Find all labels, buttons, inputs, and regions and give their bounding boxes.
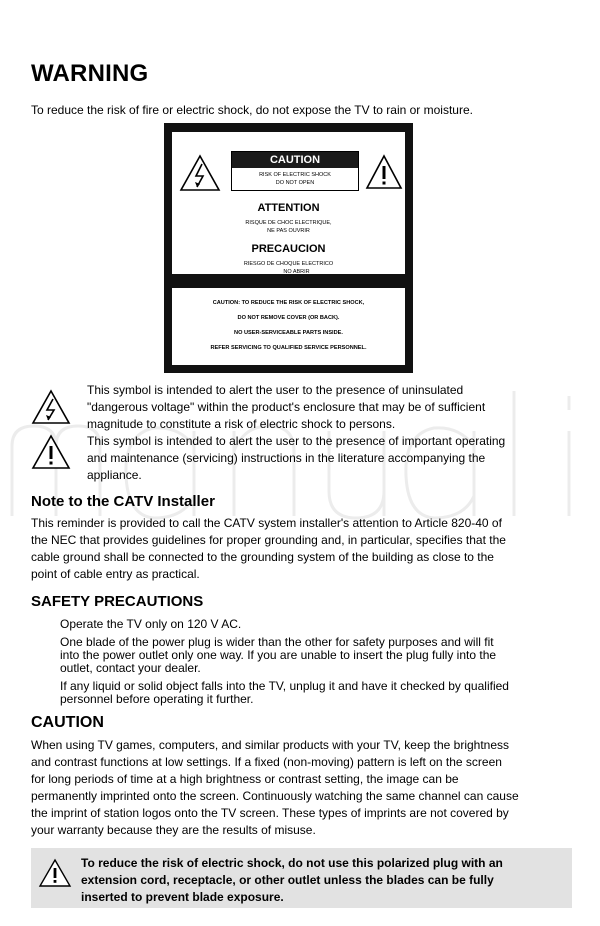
notice-line2: extension cord, receptacle, or other outlet unless the blades can be fully bbox=[81, 873, 494, 887]
caution-line2: and contrast functions at low settings. If a fixed (non-moving) pattern is left on the screen bbox=[31, 755, 502, 769]
attention-symbol-line3: appliance. bbox=[87, 468, 142, 482]
caution-plate-line2: DO NOT OPEN bbox=[275, 180, 315, 186]
electric-shock-warning-icon bbox=[31, 389, 71, 425]
safety-item-2-line3: outlet, contact your dealer. bbox=[60, 661, 201, 675]
caution-plate-title: CAUTION bbox=[232, 152, 358, 168]
notice-line3: inserted to prevent blade exposure. bbox=[81, 890, 284, 904]
precaucion-line2: NO ABRIR bbox=[283, 269, 310, 275]
safety-item-2-line2: into the power outlet only one way. If you are unable to insert the plug fully into the bbox=[60, 648, 497, 662]
caution-heading: CAUTION bbox=[31, 714, 104, 731]
label-bottom-line2: DO NOT REMOVE COVER (OR BACK). bbox=[237, 315, 340, 321]
safety-item-3-line2: personnel before operating it further. bbox=[60, 692, 254, 706]
catv-line4: point of cable entry as practical. bbox=[31, 567, 200, 581]
voltage-symbol-line1: This symbol is intended to alert the user to the presence of uninsulated bbox=[87, 383, 464, 397]
label-bottom-panel bbox=[172, 288, 405, 365]
catv-line1: This reminder is provided to call the CATV system installer's attention to Article 820-40 of bbox=[31, 516, 502, 530]
attention-line2: NE PAS OUVRIR bbox=[267, 228, 310, 234]
precaucion-line1: RIESGO DE CHOQUE ELECTRICO bbox=[243, 261, 334, 267]
safety-item-2-line1: One blade of the power plug is wider than the other for safety purposes and will fit bbox=[60, 635, 494, 649]
page-title: WARNING bbox=[31, 60, 149, 87]
attention-line1: RISQUE DE CHOC ELECTRIQUE, bbox=[245, 220, 332, 226]
intro-text: To reduce the risk of fire or electric shock, do not expose the TV to rain or moisture. bbox=[31, 103, 473, 117]
label-bottom-line3: NO USER-SERVICEABLE PARTS INSIDE. bbox=[234, 330, 343, 336]
exclamation-warning-icon bbox=[38, 858, 72, 888]
attention-symbol-line2: and maintenance (servicing) instructions in the literature accompanying the bbox=[87, 451, 486, 465]
catv-line2: the NEC that provides guidelines for proper grounding and, in particular, specifies that the bbox=[31, 533, 506, 547]
precaucion-title: PRECAUCION bbox=[251, 243, 326, 255]
exclamation-warning-icon bbox=[365, 154, 403, 190]
notice-line1: To reduce the risk of electric shock, do not use this polarized plug with an bbox=[81, 856, 503, 870]
label-bottom-line1: CAUTION: TO REDUCE THE RISK OF ELECTRIC SHOCK, bbox=[212, 300, 365, 306]
safety-item-3-line1: If any liquid or solid object falls into the TV, unplug it and have it checked by qualified bbox=[60, 679, 509, 693]
caution-plate bbox=[231, 151, 359, 191]
electric-shock-warning-icon bbox=[179, 154, 221, 192]
safety-item-1: Operate the TV only on 120 V AC. bbox=[60, 617, 242, 631]
caution-line1: When using TV games, computers, and similar products with your TV, keep the brightness bbox=[31, 738, 510, 752]
catv-heading: Note to the CATV Installer bbox=[31, 493, 215, 510]
voltage-symbol-line2: "dangerous voltage" within the product's enclosure that may be of sufficient bbox=[87, 400, 486, 414]
caution-line3: for long periods of time at a high brightness or contrast setting, the image can be bbox=[31, 772, 459, 786]
caution-line4: permanently imprinted onto the screen. Continuously watching the same channel can cause bbox=[31, 789, 519, 803]
caution-line6: your warranty because they are the results of misuse. bbox=[31, 823, 316, 837]
label-top-panel bbox=[172, 132, 405, 274]
caution-label bbox=[164, 123, 413, 373]
exclamation-warning-icon bbox=[31, 434, 71, 470]
caution-line5: the imprint of station logos onto the TV screen. These types of imprints are not covered by bbox=[31, 806, 509, 820]
caution-plate-line1: RISK OF ELECTRIC SHOCK bbox=[259, 172, 331, 178]
attention-symbol-line1: This symbol is intended to alert the user to the presence of important operating bbox=[87, 434, 506, 448]
label-bottom-line4: REFER SERVICING TO QUALIFIED SERVICE PERSONNEL. bbox=[210, 345, 367, 351]
voltage-symbol-line3: magnitude to constitute a risk of electric shock to persons. bbox=[87, 417, 396, 431]
attention-title: ATTENTION bbox=[257, 202, 320, 214]
safety-heading: SAFETY PRECAUTIONS bbox=[31, 593, 204, 610]
catv-line3: cable ground shall be connected to the grounding system of the building as close to the bbox=[31, 550, 494, 564]
